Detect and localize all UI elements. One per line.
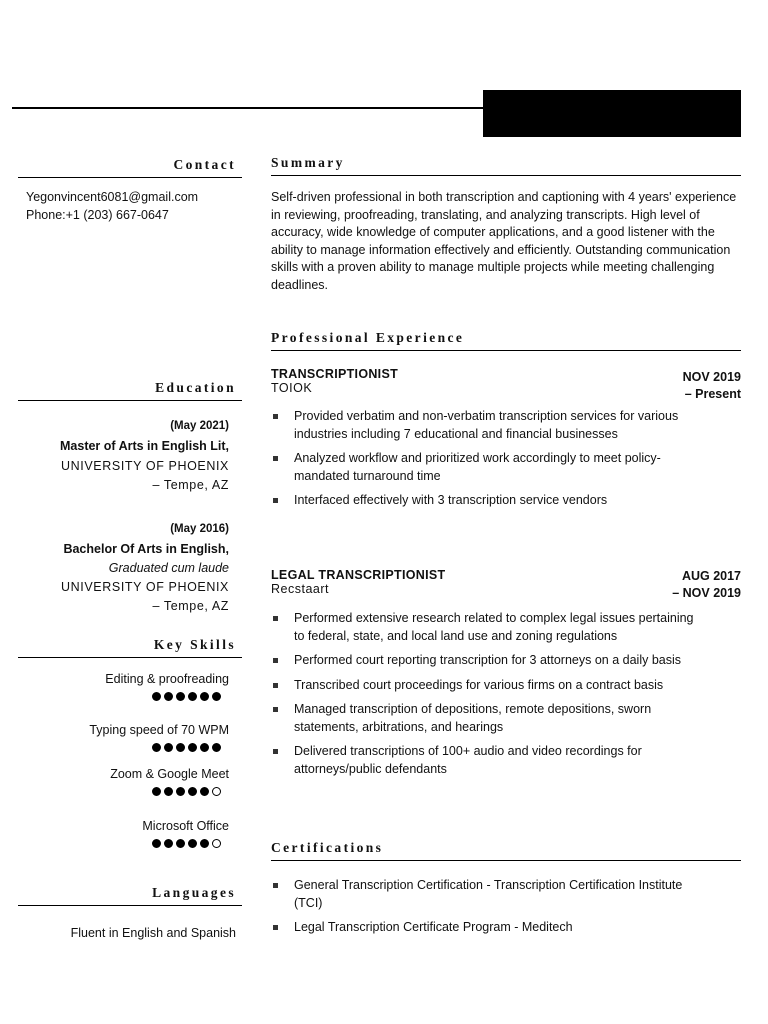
list-item: Managed transcription of depositions, remote depositions, sworn statements, arbitrations, and hearings — [271, 701, 703, 736]
skill-rating — [18, 839, 236, 848]
filled-dot-icon — [164, 787, 173, 796]
list-item: Performed extensive research related to complex legal issues pertaining to federal, state, and local land use and zoning regulations — [271, 610, 703, 645]
job-company: TOIOK — [271, 381, 313, 395]
education-degree: Bachelor Of Arts in English, — [63, 542, 229, 556]
education-item — [18, 521, 236, 615]
education-heading: Education — [18, 380, 242, 401]
list-item: Delivered transcriptions of 100+ audio and video recordings for attorneys/public defendants — [271, 743, 703, 778]
skill-name: Microsoft Office — [142, 819, 229, 833]
certifications-list — [271, 877, 711, 944]
job-date-end: – NOV 2019 — [672, 586, 741, 600]
skill-item — [18, 766, 236, 796]
skill-item — [18, 722, 236, 752]
education-school: UNIVERSITY OF PHOENIX — [61, 459, 229, 473]
filled-dot-icon — [152, 743, 161, 752]
education-date: (May 2016) — [170, 523, 229, 535]
filled-dot-icon — [212, 692, 221, 701]
skills-heading: Key Skills — [18, 637, 242, 658]
education-degree: Master of Arts in English Lit, — [60, 439, 229, 453]
header-name-block — [483, 90, 741, 137]
job-bullets — [271, 408, 691, 510]
job-dates — [672, 568, 741, 602]
skill-name: Typing speed of 70 WPM — [89, 723, 229, 737]
filled-dot-icon — [188, 839, 197, 848]
skill-rating — [18, 787, 236, 796]
filled-dot-icon — [200, 839, 209, 848]
job-entry — [271, 367, 741, 517]
job-title: LEGAL TRANSCRIPTIONIST — [271, 568, 446, 582]
list-item: Legal Transcription Certificate Program - Meditech — [271, 919, 711, 937]
summary-text: Self-driven professional in both transcription and captioning with 4 years' experience in reviewing, proofreading, translating, and analyzing transcripts. High level of accuracy, wide knowledge of computer applications, and a good listener with the ability to manage information effectively and efficiently. Outstanding communication skills with a proven ability to manage multiple projects while meeting challenging deadlines. — [271, 190, 737, 292]
education-location: – Tempe, AZ — [152, 478, 229, 492]
certifications-heading: Certifications — [271, 840, 741, 861]
skill-item — [18, 671, 236, 701]
job-date-start: AUG 2017 — [681, 569, 741, 583]
education-date: (May 2021) — [170, 420, 229, 432]
job-date-end: – Present — [684, 387, 741, 401]
filled-dot-icon — [200, 692, 209, 701]
filled-dot-icon — [176, 743, 185, 752]
education-location: – Tempe, AZ — [152, 599, 229, 613]
skill-rating — [18, 743, 236, 752]
empty-dot-icon — [212, 787, 221, 796]
job-entry — [271, 568, 741, 785]
filled-dot-icon — [188, 743, 197, 752]
contact-heading: Contact — [18, 157, 242, 178]
education-honors: Graduated cum laude — [108, 561, 229, 575]
skill-name: Editing & proofreading — [105, 672, 229, 686]
filled-dot-icon — [200, 787, 209, 796]
filled-dot-icon — [164, 692, 173, 701]
empty-dot-icon — [212, 839, 221, 848]
filled-dot-icon — [176, 787, 185, 796]
filled-dot-icon — [164, 839, 173, 848]
filled-dot-icon — [212, 743, 221, 752]
filled-dot-icon — [164, 743, 173, 752]
summary-heading: Summary — [271, 155, 741, 176]
education-item — [18, 418, 236, 494]
contact-phone: Phone:+1 (203) 667-0647 — [26, 208, 169, 222]
filled-dot-icon — [200, 743, 209, 752]
job-date-start: NOV 2019 — [682, 370, 741, 384]
filled-dot-icon — [188, 787, 197, 796]
list-item: Performed court reporting transcription for 3 attorneys on a daily basis — [271, 652, 703, 670]
job-bullets — [271, 610, 703, 778]
experience-heading: Professional Experience — [271, 330, 741, 351]
education-school: UNIVERSITY OF PHOENIX — [61, 580, 229, 594]
list-item: General Transcription Certification - Transcription Certification Institute (TCI) — [271, 877, 711, 912]
filled-dot-icon — [188, 692, 197, 701]
filled-dot-icon — [152, 839, 161, 848]
filled-dot-icon — [176, 839, 185, 848]
list-item: Provided verbatim and non-verbatim transcription services for various industries including 7 educational and financial businesses — [271, 408, 691, 443]
list-item: Analyzed workflow and prioritized work accordingly to meet policy-mandated turnaround time — [271, 450, 691, 485]
skill-item — [18, 818, 236, 848]
languages-heading: Languages — [18, 885, 242, 906]
filled-dot-icon — [176, 692, 185, 701]
list-item: Transcribed court proceedings for various firms on a contract basis — [271, 677, 703, 695]
languages-text: Fluent in English and Spanish — [70, 926, 236, 940]
skill-rating — [18, 692, 236, 701]
contact-email: Yegonvincent6081@gmail.com — [26, 190, 199, 204]
job-dates — [683, 369, 741, 403]
filled-dot-icon — [152, 787, 161, 796]
filled-dot-icon — [152, 692, 161, 701]
skill-name: Zoom & Google Meet — [110, 767, 229, 781]
header-rule — [12, 107, 484, 109]
job-title: TRANSCRIPTIONIST — [271, 367, 399, 381]
list-item: Interfaced effectively with 3 transcription service vendors — [271, 492, 691, 510]
job-company: Recstaart — [271, 582, 329, 596]
